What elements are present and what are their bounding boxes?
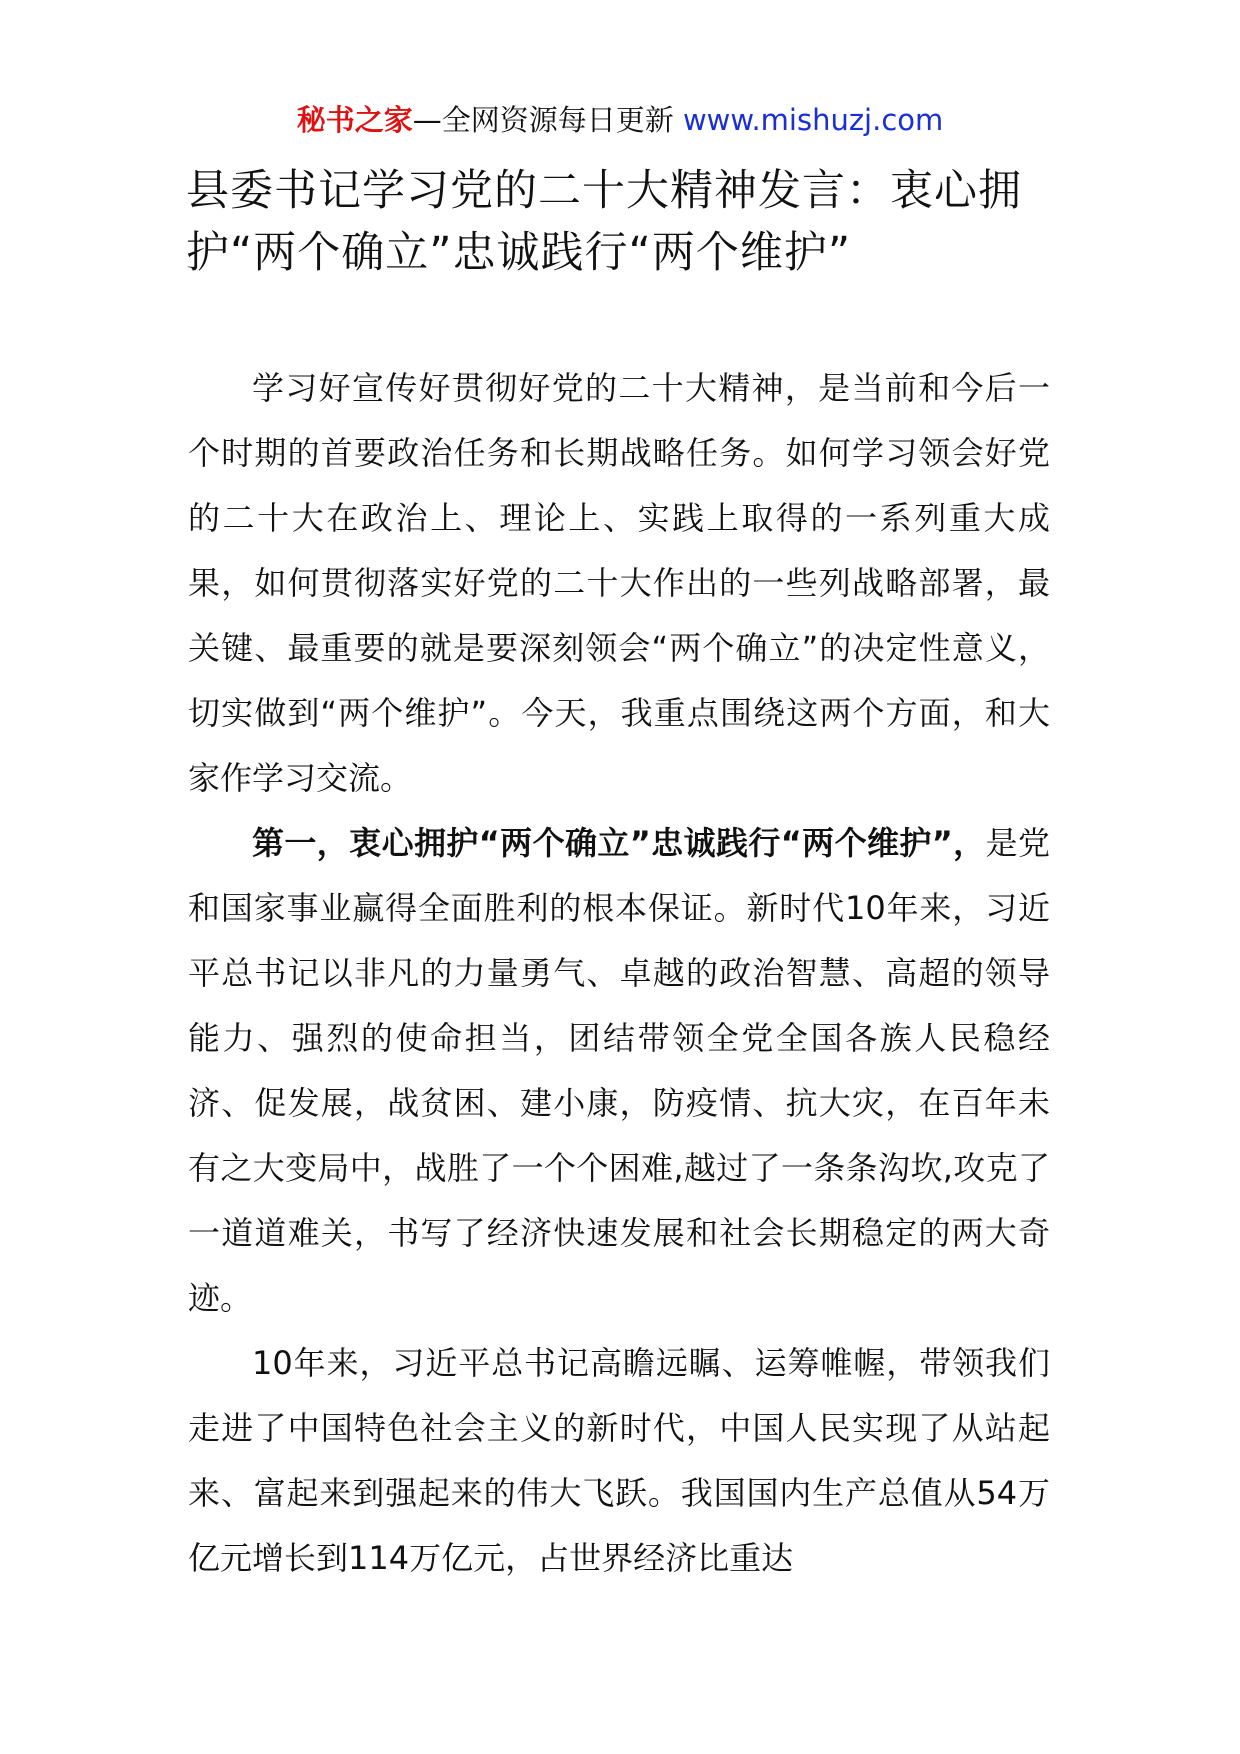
document-body	[188, 356, 1050, 1591]
paragraph	[188, 1331, 1050, 1591]
paragraph	[188, 811, 1050, 1331]
site-tagline: —全网资源每日更新	[412, 103, 683, 137]
site-header	[0, 100, 1240, 140]
document-title: 县委书记学习党的二十大精神发言：衷心拥护“两个确立”忠诚践行“两个维护”	[186, 166, 1022, 278]
site-url-link[interactable]: www.mishuzj.com	[682, 103, 944, 137]
paragraph-lead: 第一，衷心拥护“两个确立”忠诚践行“两个维护”，	[252, 824, 986, 862]
paragraph	[188, 356, 1050, 811]
paragraph-text: 是党和国家事业赢得全面胜利的根本保证。新时代10年来，习近平总书记以非凡的力量勇气、卓越的政治智慧、高超的领导能力、强烈的使命担当，团结带领全党全国各族人民稳经济、促发展，战贫困、建小康，防疫情、抗大灾，在百年未有之大变局中，战胜了一个个困难,越过了一条条沟坎,攻克了一道道难关，书写了经济快速发展和社会长期稳定的两大奇迹。	[188, 824, 1050, 1317]
site-brand: 秘书之家	[296, 103, 413, 137]
paragraph-text: 10年来，习近平总书记高瞻远瞩、运筹帷幄，带领我们走进了中国特色社会主义的新时代，中国人民实现了从站起来、富起来到强起来的伟大飞跃。我国国内生产总值从54万亿元增长到114万亿元，占世界经济比重达	[188, 1344, 1050, 1577]
paragraph-text: 学习好宣传好贯彻好党的二十大精神，是当前和今后一个时期的首要政治任务和长期战略任务。如何学习领会好党的二十大在政治上、理论上、实践上取得的一系列重大成果，如何贯彻落实好党的二十大作出的一些列战略部署，最关键、最重要的就是要深刻领会“两个确立”的决定性意义，切实做到“两个维护”。今天，我重点围绕这两个方面，和大家作学习交流。	[188, 369, 1050, 797]
